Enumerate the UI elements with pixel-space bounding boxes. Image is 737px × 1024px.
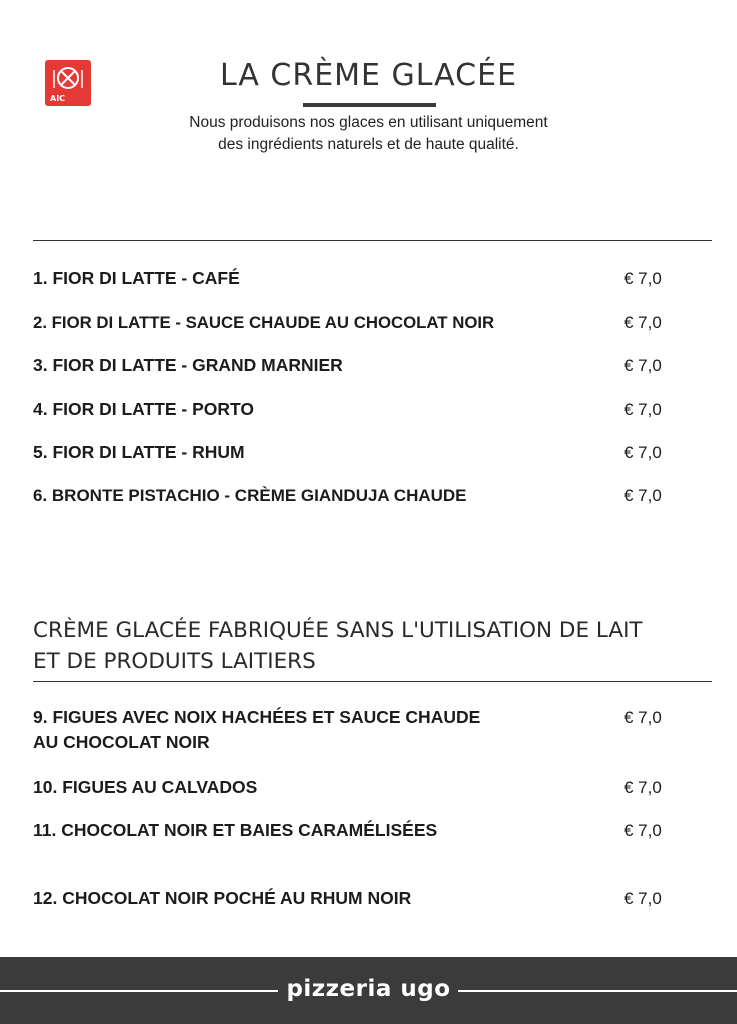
menu-item-price: € 7,0 [624, 269, 662, 288]
footer-bar [0, 957, 737, 1024]
menu-item-price: € 7,0 [624, 778, 662, 797]
menu-item-price: € 7,0 [624, 889, 662, 908]
subtitle-line-2: des ingrédients naturels et de haute qualité. [218, 136, 519, 153]
menu-item-price: € 7,0 [624, 313, 662, 332]
menu-item-name: 10. FIGUES AU CALVADOS [33, 777, 258, 797]
section-heading-line-2: ET DE PRODUITS LAITIERS [33, 649, 316, 674]
menu-item-price: € 7,0 [624, 486, 662, 505]
menu-item-name [33, 705, 593, 755]
page-subtitle [0, 112, 737, 156]
section-heading-line-1: CRÈME GLACÉE FABRIQUÉE SANS L'UTILISATION DE LAIT [33, 618, 643, 643]
divider-top [33, 240, 712, 241]
menu-item-price: € 7,0 [624, 356, 662, 375]
menu-item-price: € 7,0 [624, 821, 662, 840]
menu-item-name: 1. FIOR DI LATTE - CAFÉ [33, 268, 240, 288]
menu-item-name: 12. CHOCOLAT NOIR POCHÉ AU RHUM NOIR [33, 888, 412, 908]
menu-item-name-line-1: 9. FIGUES AVEC NOIX HACHÉES ET SAUCE CHAUDE [33, 707, 481, 727]
menu-item-price: € 7,0 [624, 400, 662, 419]
section-heading-dairy-free [33, 615, 713, 677]
menu-item-name: 3. FIOR DI LATTE - GRAND MARNIER [33, 355, 343, 375]
footer-brand: pizzeria ugo [286, 976, 451, 1002]
menu-item-name: 6. BRONTE PISTACHIO - CRÈME GIANDUJA CHAUDE [33, 486, 467, 505]
subtitle-line-1: Nous produisons nos glaces en utilisant uniquement [189, 114, 548, 131]
menu-item-name: 5. FIOR DI LATTE - RHUM [33, 442, 245, 462]
menu-item-name-line-2: AU CHOCOLAT NOIR [33, 732, 210, 752]
page-title: LA CRÈME GLACÉE [219, 58, 518, 93]
menu-item-name: 11. CHOCOLAT NOIR ET BAIES CARAMÉLISÉES [33, 820, 438, 840]
menu-item-name: 2. FIOR DI LATTE - SAUCE CHAUDE AU CHOCOLAT NOIR [33, 313, 495, 332]
aic-logo-text: AIC [50, 94, 66, 103]
menu-item-name: 4. FIOR DI LATTE - PORTO [33, 399, 255, 419]
title-underline [303, 103, 436, 107]
divider-dairy-free [33, 681, 712, 682]
menu-item-price: € 7,0 [624, 443, 662, 462]
menu-item-price: € 7,0 [624, 708, 662, 727]
